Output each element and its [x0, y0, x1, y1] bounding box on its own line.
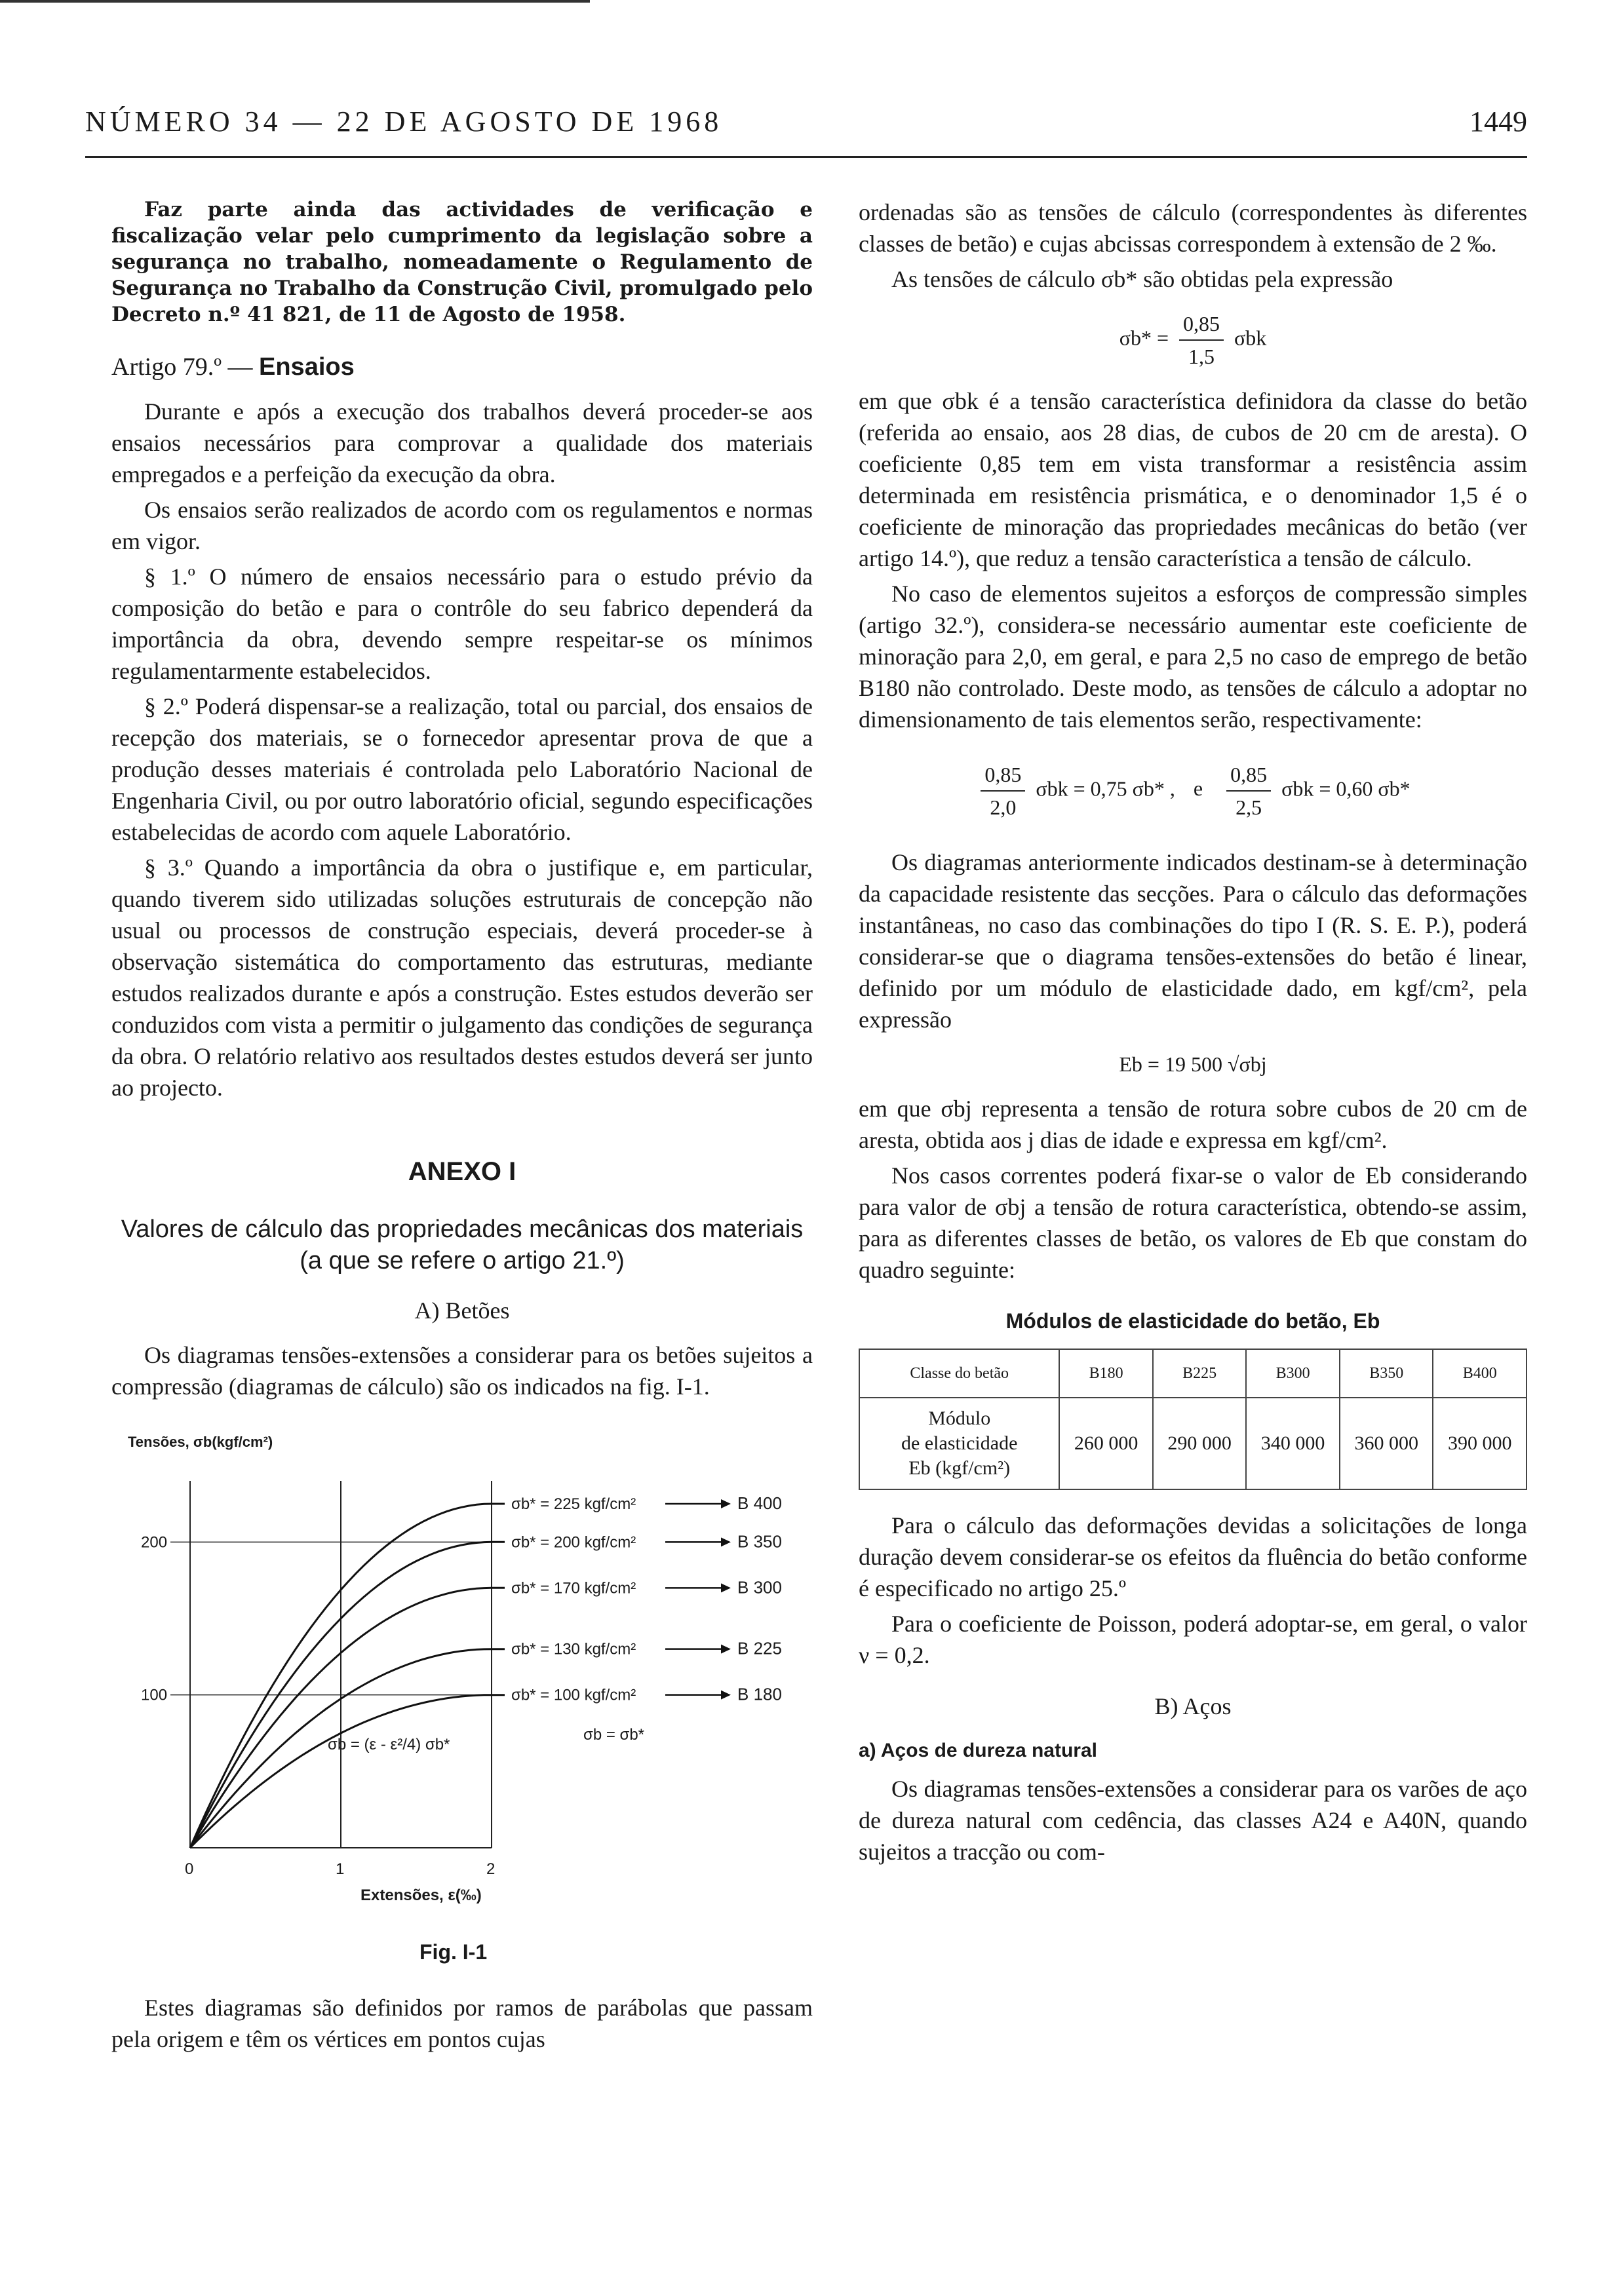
series-arrow-head: [721, 1583, 731, 1592]
paragraph: em que σbk é a tensão característica definidora da classe do betão (referida ao ensaio, aos 28 dias, de cubos de 20 cm de aresta). O coeficiente 0,85 tem em vista transformar a resistência assim determinada em resistência prismática, e o denominador 1,5 é o coeficiente de minoração das propriedades mecânicas do betão (ver artigo 14.º), que reduz a tensão característica a tensão de cálculo.: [859, 388, 1527, 571]
table-header-cell: B300: [1246, 1349, 1340, 1398]
plateau-annotation: σb = σb*: [583, 1726, 645, 1744]
header-issue-date: NÚMERO 34 — 22 DE AGOSTO DE 1968: [85, 105, 723, 138]
series-arrow-head: [721, 1691, 731, 1700]
article-name: Ensaios: [259, 353, 355, 381]
series-class-label: B 350: [737, 1531, 782, 1552]
table-cell: 290 000: [1153, 1398, 1247, 1489]
y-axis-label: Tensões, σb(kgf/cm²): [128, 1434, 273, 1450]
parabola-annotation: σb = (ε - ε²/4) σb*: [328, 1736, 450, 1753]
page-header: [85, 105, 1527, 151]
table-header-cell: B180: [1059, 1349, 1153, 1398]
fraction-numerator: 0,85: [1226, 759, 1271, 792]
paragraph: Os diagramas tensões-extensões a considerar para os betões sujeitos a compressão (diagramas de cálculo) são os indicados na fig. I-1.: [111, 1342, 813, 1400]
series-class-label: B 300: [737, 1577, 782, 1598]
intro-paragraph: Faz parte ainda das actividades de verificação e fiscalização velar pelo cumprimento da legislação sobre a segurança no trabalho, nomeadamente o Regulamento de Segurança no Trabalho da Construção Civil, promulgado pelo Decreto n.º 41 821, de 11 de Agosto de 1958.: [111, 198, 813, 326]
paragraph: Os diagramas anteriormente indicados destinam-se à determinação da capacidade resistente das secções. Para o cálculo das deformações instantâneas, no caso das combinações do tipo I (R. S. E. P.), poderá considerar-se que o diagrama tensões-extensões do betão é linear, definido por um módulo de elasticidade dado, em kgf/cm², pela expressão: [859, 849, 1527, 1033]
left-column: [111, 197, 813, 2059]
section-a-title: A) Betões: [414, 1297, 510, 1324]
anexo-title: ANEXO I: [408, 1157, 516, 1186]
table-cell: 260 000: [1059, 1398, 1153, 1489]
article-prefix: Artigo 79.º —: [111, 353, 253, 381]
formula-rhs: σbk: [1234, 326, 1267, 350]
formula-fraction: [1226, 759, 1271, 823]
series-label: σb* = 130 kgf/cm²: [511, 1640, 636, 1658]
paragraph: As tensões de cálculo σb* são obtidas pela expressão: [891, 266, 1393, 292]
paragraph: Os diagramas tensões-extensões a considerar para os varões de aço de dureza natural com cedência, das classes A24 e A40N, quando sujeitos a tracção ou com-: [859, 1776, 1527, 1865]
top-border-line: [0, 0, 590, 3]
formula-compression-stresses: [859, 759, 1527, 823]
series-label: σb* = 170 kgf/cm²: [511, 1579, 636, 1598]
right-column: [859, 197, 1527, 1871]
series-arrow-head: [721, 1537, 731, 1546]
series-label: σb* = 100 kgf/cm²: [511, 1686, 636, 1704]
figure-caption: Fig. I-1: [419, 1940, 488, 1964]
fraction-denominator: 2,5: [1236, 795, 1262, 819]
paragraph: Para o coeficiente de Poisson, poderá adoptar-se, em geral, o valor ν = 0,2.: [859, 1611, 1527, 1668]
formula-design-stress: [859, 308, 1527, 372]
paragraph: § 1.º O número de ensaios necessário para o estudo prévio da composição do betão e para o contrôle do seu fabrico dependerá da importância da obra, devendo sempre respeitar-se os mínimos regulamentarmente estabelecidos.: [111, 564, 813, 684]
table-header-cell: B350: [1340, 1349, 1433, 1398]
formula-conjunction: e: [1193, 776, 1203, 801]
paragraph: Durante e após a execução dos trabalhos deverá proceder-se aos ensaios necessários para comprovar a qualidade dos materiais empregados e a perfeição da execução da obra.: [111, 398, 813, 488]
elastic-modulus-table: [859, 1349, 1527, 1490]
series-arrow-head: [721, 1499, 731, 1508]
anexo-subtitle: [111, 1214, 813, 1276]
formula-fraction: [981, 759, 1025, 823]
paragraph: Os ensaios serão realizados de acordo com os regulamentos e normas em vigor.: [111, 497, 813, 554]
x-axis-label: Extensões, ε(‰): [360, 1886, 482, 1904]
paragraph: § 2.º Poderá dispensar-se a realização, total ou parcial, dos ensaios de recepção dos materiais, se o fornecedor apresentar prova de que a produção desses materiais é controlada pelo Laboratório Nacional de Engenharia Civil, ou por outro laboratório oficial, segundo especificações estabelecidas de acordo com aquele Laboratório.: [111, 693, 813, 845]
row-label-line: Eb (kgf/cm²): [908, 1457, 1011, 1479]
x-tick-label: 1: [336, 1860, 345, 1878]
fraction-denominator: 2,0: [990, 795, 1017, 819]
anexo-subtitle-line-2: (a que se refere o artigo 21.º): [300, 1247, 625, 1274]
series-arrow-head: [721, 1645, 731, 1654]
series-line: [190, 1504, 505, 1848]
table-cell: 390 000: [1433, 1398, 1527, 1489]
series-class-label: B 400: [737, 1493, 782, 1513]
anexo-subtitle-line-1: Valores de cálculo das propriedades mecânicas dos materiais: [121, 1215, 804, 1243]
page-number: 1449: [1469, 105, 1527, 138]
chart-curves: [190, 1504, 505, 1848]
article-79-title: [111, 351, 813, 383]
paragraph: Estes diagramas são definidos por ramos de parábolas que passam pela origem e têm os vértices em pontos cujas: [111, 1995, 813, 2052]
table-row-label: [859, 1398, 1059, 1489]
fraction-numerator: 0,85: [981, 759, 1025, 792]
table-title: Módulos de elasticidade do betão, Eb: [1005, 1309, 1380, 1333]
formula-term: σbk = 0,60 σb*: [1281, 776, 1411, 801]
table-header-row: [859, 1349, 1527, 1398]
header-rule: [85, 156, 1527, 158]
fraction-numerator: 0,85: [1179, 308, 1224, 341]
series-class-label: B 225: [737, 1638, 782, 1658]
x-tick-label: 0: [185, 1860, 194, 1878]
subsection-a-title: a) Aços de dureza natural: [859, 1740, 1097, 1761]
stress-strain-chart: [111, 1428, 813, 1953]
y-tick-label: 200: [141, 1533, 168, 1552]
table-row: [859, 1398, 1527, 1489]
paragraph: Para o cálculo das deformações devidas a solicitações de longa duração devem considerar-se os efeitos da fluência do betão conforme é especificado no artigo 25.º: [859, 1512, 1527, 1601]
series-label: σb* = 200 kgf/cm²: [511, 1533, 636, 1552]
formula-elastic-modulus: Eb = 19 500 √σbj: [1119, 1052, 1267, 1076]
x-tick-label: 2: [486, 1860, 496, 1878]
figure-i-1: [111, 1428, 813, 1992]
paragraph: § 3.º Quando a importância da obra o justifique e, em particular, quando tiverem sido utilizadas soluções estruturais de concepção não usual ou processos de construção especiais, deverá proceder-se à observação sistemática do comportamento das estruturas, mediante estudos realizados durante e após a construção. Estes estudos deverão ser conduzidos com vista a permitir o julgamento das condições de segurança da obra. O relatório relativo aos resultados destes estudos deverá ser junto ao projecto.: [111, 854, 813, 1101]
paragraph: em que σbj representa a tensão de rotura sobre cubos de 20 cm de aresta, obtida aos j dias de idade e expressa em kgf/cm².: [859, 1096, 1527, 1153]
series-label: σb* = 225 kgf/cm²: [511, 1495, 636, 1513]
series-line: [190, 1588, 505, 1848]
paragraph: No caso de elementos sujeitos a esforços de compressão simples (artigo 32.º), considera-se necessário aumentar este coeficiente de minoração para 2,0, em geral, e para 2,5 no caso de emprego de betão B180 não controlado. Deste modo, as tensões de cálculo a adoptar no dimensionamento de tais elementos serão, respectivamente:: [859, 581, 1527, 733]
table-header-cell: B225: [1153, 1349, 1247, 1398]
table-header-cell: B400: [1433, 1349, 1527, 1398]
table-cell: 340 000: [1246, 1398, 1340, 1489]
y-tick-label: 100: [141, 1686, 168, 1704]
row-label-line: de elasticidade: [901, 1432, 1018, 1454]
paragraph: Nos casos correntes poderá fixar-se o valor de Eb considerando para valor de σbj a tensão de rotura característica, obtendo-se assim, para as diferentes classes de betão, os valores de Eb que constam do quadro seguinte:: [859, 1162, 1527, 1283]
table-header-cell: Classe do betão: [859, 1349, 1059, 1398]
paragraph: ordenadas são as tensões de cálculo (correspondentes às diferentes classes de betão) e cujas abcissas correspondem à extensão de 2 ‰.: [859, 199, 1527, 257]
series-class-label: B 180: [737, 1684, 782, 1704]
formula-fraction: [1179, 308, 1224, 372]
table-cell: 360 000: [1340, 1398, 1433, 1489]
section-b-title: B) Aços: [1154, 1693, 1232, 1719]
row-label-line: Módulo: [928, 1407, 991, 1429]
formula-term: σbk = 0,75 σb* ,: [1036, 776, 1175, 801]
formula-lhs: σb* =: [1119, 326, 1169, 350]
fraction-denominator: 1,5: [1188, 345, 1215, 368]
chart-labels: [141, 1493, 782, 1878]
